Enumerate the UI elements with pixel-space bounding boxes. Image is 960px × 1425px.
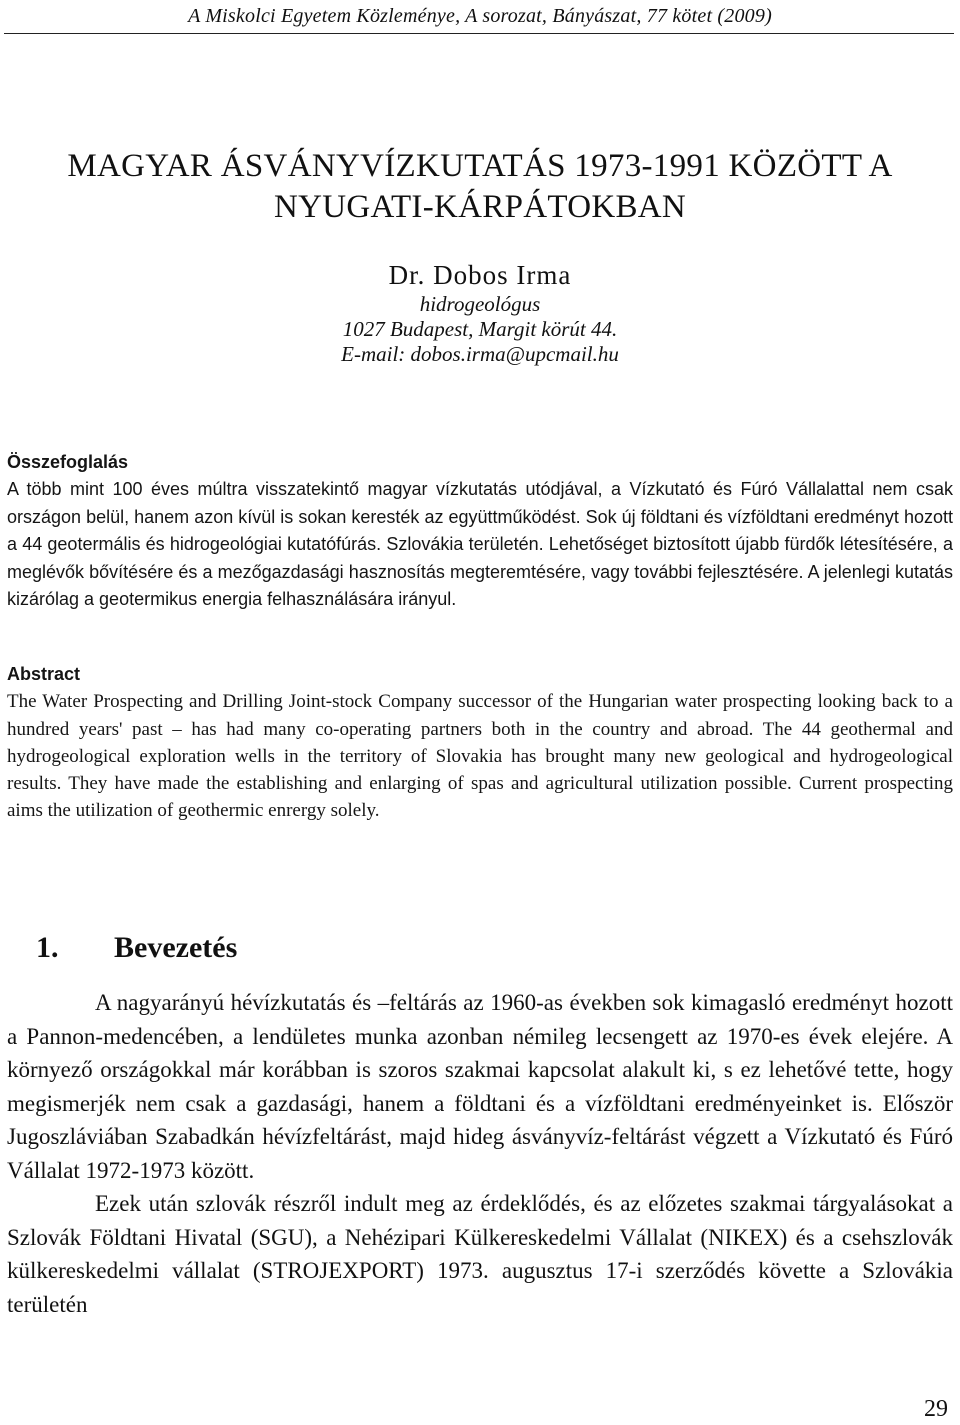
section-number: 1.: [36, 931, 59, 964]
author-block: [0, 258, 960, 367]
body-paragraph-2: Ezek után szlovák részről indult meg az érdeklődés, és az előzetes szakmai tárgyalásokat a Szlovák Földtani Hivatal (SGU), a Nehézipari Külkereskedelmi Vállalat (NIKEX) és a csehszlovák külkereskedelmi vállalat (STROJEXPORT) 1973. augusztus 17-i szerződés követte a Szlovákia területén: [7, 1191, 953, 1317]
section-heading: [36, 928, 237, 968]
page-number: 29: [924, 1396, 948, 1422]
paper-title-line-2: NYUGATI-KÁRPÁTOKBAN: [273, 189, 687, 225]
osszefoglalas-text: A több mint 100 éves múltra visszatekintő magyar vízkutatás utódjával, a Vízkutató és Fúró Vállalattal nem csak országon belül, hanem azon kívül is sokan keresték az együttműködést. Sok új földtani és vízföldtani eredményt hozott a 44 geotermális és hidrogeológiai kutatófúrás. Szlovákia területén. Lehetőséget biztosított újabb fürdők létesítésére, a meglévők bővítésére és a mezőgazdasági hasznosítás megteremtésére, vagy további fejlesztésére. A jelenlegi kutatás kizárólag a geotermikus energia felhasználására irányul.: [7, 479, 953, 610]
abstract-heading: Abstract: [7, 664, 81, 684]
body-paragraph-1: A nagyarányú hévízkutatás és –feltárás az 1960-as években sok kimagasló eredményt hozott a Pannon-medencében, a lendületes munka azonban némileg lecsengett az 1970-es évek elejére. A környező országokkal már korábban is szoros szakmai kapcsolat alakult ki, s ez lehetővé tette, hogy megismerjék nem csak a gazdasági, hanem a földtani és a vízföldtani eredményeinket is. Először Jugoszláviában Szabadkán hévízfeltárást, majd hideg ásványvíz-feltárást végzett a Vízkutató és Fúró Vállalat 1972-1973 között.: [7, 990, 953, 1183]
running-header: A Miskolci Egyetem Közleménye, A sorozat, Bányászat, 77 kötet (2009): [188, 5, 772, 27]
author-role: hidrogeológus: [419, 292, 541, 316]
abstract-section: [7, 661, 953, 825]
author-email: E-mail: dobos.irma@upcmail.hu: [341, 342, 619, 366]
body-text: [7, 986, 953, 1321]
author-address: 1027 Budapest, Margit körút 44.: [342, 317, 618, 341]
paper-title: [0, 146, 960, 228]
section-title: Bevezetés: [114, 931, 238, 964]
author-name: Dr. Dobos Irma: [388, 260, 572, 290]
osszefoglalas-heading: Összefoglalás: [7, 452, 129, 472]
paper-title-line-1: MAGYAR ÁSVÁNYVÍZKUTATÁS 1973-1991 KÖZÖTT A: [67, 148, 893, 184]
osszefoglalas-section: [7, 449, 953, 613]
header-rule: [4, 33, 954, 34]
abstract-text: The Water Prospecting and Drilling Joint-stock Company successor of the Hungarian water prospecting looking back to a hundred years' past – has had many co-operating partners both in the country and abroad. The 44 geothermal and hydrogeological exploration wells in the territory of Slovakia has brought many new geological and hydrogeological results. They have made the establishing and enlarging of spas and agricultural utilization possible. Current prospecting aims the utilization of geothermic enrergy solely.: [7, 691, 953, 822]
